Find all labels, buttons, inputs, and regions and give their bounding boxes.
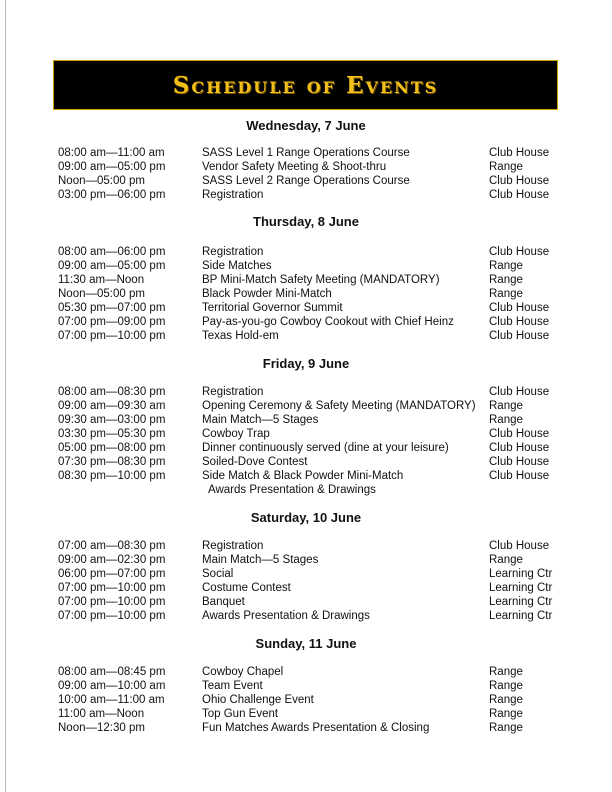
event-time: 07:00 pm—10:00 pm	[58, 582, 166, 594]
event-location: Club House	[489, 147, 550, 159]
event-name: Registration	[202, 540, 264, 552]
event-time: 05:30 pm—07:00 pm	[58, 302, 166, 314]
event-time: 07:00 pm—10:00 pm	[58, 610, 166, 622]
event-location: Club House	[489, 540, 550, 552]
schedule-row	[0, 273, 612, 287]
event-location: Range	[489, 680, 523, 692]
event-location: Range	[489, 161, 523, 173]
event-name: Registration	[202, 246, 264, 258]
schedule-row	[0, 315, 612, 329]
event-location: Range	[489, 274, 523, 286]
schedule-row	[0, 707, 612, 721]
schedule-row	[0, 581, 612, 595]
event-name: Top Gun Event	[202, 708, 279, 720]
schedule-row	[0, 413, 612, 427]
event-location: Range	[489, 694, 523, 706]
event-time: 07:30 pm—08:30 pm	[58, 456, 166, 468]
event-location: Learning Ctr	[489, 568, 553, 580]
schedule-row	[0, 146, 612, 160]
event-location: Learning Ctr	[489, 610, 553, 622]
schedule-row	[0, 329, 612, 343]
event-time: 09:00 am—09:30 am	[58, 400, 166, 412]
schedule-row	[0, 287, 612, 301]
event-time: 10:00 am—11:00 am	[58, 694, 165, 706]
event-location: Club House	[489, 175, 550, 187]
event-location: Club House	[489, 470, 550, 482]
event-name: Side Matches	[202, 260, 272, 272]
event-time: 07:00 pm—10:00 pm	[58, 596, 166, 608]
event-name: Territorial Governor Summit	[202, 302, 343, 314]
day-heading-thursday: Thursday, 8 June	[253, 214, 359, 229]
event-location: Club House	[489, 246, 550, 258]
event-time: 09:30 am—03:00 pm	[58, 414, 166, 426]
event-time: 08:00 am—08:30 pm	[58, 386, 166, 398]
event-time: 07:00 am—08:30 pm	[58, 540, 166, 552]
event-location: Range	[489, 722, 523, 734]
event-time: 07:00 pm—09:00 pm	[58, 316, 166, 328]
schedule-row	[0, 427, 612, 441]
event-name: Awards Presentation & Drawings	[202, 610, 370, 622]
event-name: Side Match & Black Powder Mini-Match	[202, 470, 404, 482]
title-banner	[53, 60, 558, 110]
event-name: Texas Hold-em	[202, 330, 279, 342]
event-name: Pay-as-you-go Cowboy Cookout with Chief Heinz	[202, 316, 454, 328]
event-time: Noon—05:00 pm	[58, 288, 145, 300]
event-location: Club House	[489, 302, 550, 314]
event-name: Main Match—5 Stages	[202, 554, 319, 566]
event-name: SASS Level 1 Range Operations Course	[202, 147, 410, 159]
schedule-row	[0, 609, 612, 623]
schedule-row	[0, 188, 612, 202]
event-time: 08:00 am—08:45 pm	[58, 666, 166, 678]
event-time: 11:00 am—Noon	[58, 708, 145, 720]
event-name: Ohio Challenge Event	[202, 694, 314, 706]
event-name: SASS Level 2 Range Operations Course	[202, 175, 410, 187]
event-name: Dinner continuously served (dine at your leisure)	[202, 442, 449, 454]
schedule-row	[0, 567, 612, 581]
day-heading-wednesday: Wednesday, 7 June	[246, 118, 366, 133]
event-name: Black Powder Mini-Match	[202, 288, 332, 300]
event-name: Cowboy Chapel	[202, 666, 284, 678]
event-time: 06:00 pm—07:00 pm	[58, 568, 166, 580]
schedule-row	[0, 679, 612, 693]
event-name: Soiled-Dove Contest	[202, 456, 308, 468]
event-time: 09:00 am—05:00 pm	[58, 260, 166, 272]
schedule-row	[0, 595, 612, 609]
schedule-row-continuation	[0, 483, 612, 497]
schedule-row	[0, 174, 612, 188]
event-location: Club House	[489, 316, 550, 328]
schedule-row	[0, 160, 612, 174]
event-name: Registration	[202, 189, 264, 201]
event-time: 09:00 am—10:00 am	[58, 680, 166, 692]
event-time: 07:00 pm—10:00 pm	[58, 330, 166, 342]
event-time: 11:30 am—Noon	[58, 274, 145, 286]
page-title: Schedule of Events	[172, 71, 439, 99]
schedule-row	[0, 399, 612, 413]
day-heading-friday: Friday, 9 June	[262, 356, 350, 371]
event-time: 08:00 am—06:00 pm	[58, 246, 166, 258]
event-name: Fun Matches Awards Presentation & Closing	[202, 722, 430, 734]
event-location: Club House	[489, 442, 550, 454]
event-time: Noon—05:00 pm	[58, 175, 145, 187]
event-note: Awards Presentation & Drawings	[208, 484, 376, 496]
event-name: Opening Ceremony & Safety Meeting (MANDATORY)	[202, 400, 476, 412]
event-name: Main Match—5 Stages	[202, 414, 319, 426]
schedule-row	[0, 441, 612, 455]
event-location: Club House	[489, 386, 550, 398]
event-name: Registration	[202, 386, 264, 398]
event-time: 09:00 am—02:30 pm	[58, 554, 166, 566]
event-location: Range	[489, 288, 523, 300]
event-location: Learning Ctr	[489, 596, 553, 608]
event-location: Club House	[489, 456, 550, 468]
event-location: Range	[489, 554, 523, 566]
event-location: Range	[489, 260, 523, 272]
event-location: Range	[489, 400, 523, 412]
schedule-row	[0, 665, 612, 679]
schedule-row	[0, 469, 612, 483]
schedule-row	[0, 259, 612, 273]
schedule-row	[0, 301, 612, 315]
event-time: 09:00 am—05:00 pm	[58, 161, 166, 173]
event-location: Range	[489, 708, 523, 720]
day-heading-saturday: Saturday, 10 June	[250, 510, 362, 525]
event-time: 08:00 am—11:00 am	[58, 147, 165, 159]
event-location: Club House	[489, 428, 550, 440]
event-time: 03:00 pm—06:00 pm	[58, 189, 166, 201]
event-name: Banquet	[202, 596, 245, 608]
event-name: Vendor Safety Meeting & Shoot-thru	[202, 161, 387, 173]
event-name: Cowboy Trap	[202, 428, 270, 440]
event-location: Club House	[489, 330, 550, 342]
event-name: BP Mini-Match Safety Meeting (MANDATORY)	[202, 274, 440, 286]
event-name: Team Event	[202, 680, 263, 692]
event-time: 03:30 pm—05:30 pm	[58, 428, 166, 440]
event-time: Noon—12:30 pm	[58, 722, 145, 734]
event-name: Costume Contest	[202, 582, 291, 594]
event-location: Club House	[489, 189, 550, 201]
schedule-row	[0, 693, 612, 707]
event-time: 05:00 pm—08:00 pm	[58, 442, 166, 454]
schedule-row	[0, 245, 612, 259]
schedule-row	[0, 553, 612, 567]
schedule-row	[0, 539, 612, 553]
event-name: Social	[202, 568, 234, 580]
event-location: Learning Ctr	[489, 582, 553, 594]
event-location: Range	[489, 414, 523, 426]
event-time: 08:30 pm—10:00 pm	[58, 470, 166, 482]
schedule-row	[0, 721, 612, 735]
schedule-row	[0, 455, 612, 469]
schedule-row	[0, 385, 612, 399]
event-location: Range	[489, 666, 523, 678]
day-heading-sunday: Sunday, 11 June	[255, 636, 357, 651]
